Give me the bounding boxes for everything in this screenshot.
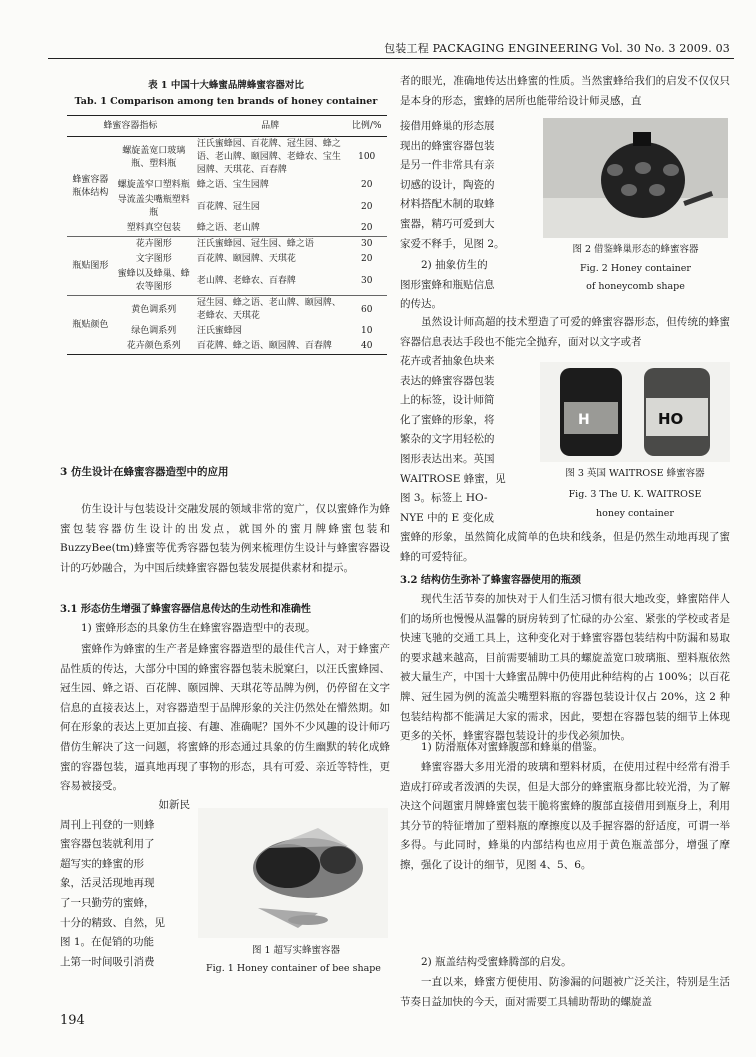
figure-2-caption-cn: 图 2 借鉴蜂巢形态的蜂蜜容器 [572,244,699,255]
table-cell-ratio: 30 [346,237,387,253]
wrap-line: 象，活灵活现地再现 [60,877,155,890]
table-cell-subindicator: 花卉图形 [114,237,194,253]
wrap-line: 周刊上刊登的一则蜂 [60,818,155,831]
table-caption-en: Tab. 1 Comparison among ten brands of honey container [74,96,378,107]
wrap-line: 超写实的蜂蜜的形 [60,857,144,870]
label-design-paragraph: 虽然设计师高超的技术塑造了可爱的蜂蜜容器形态，但传统的蜂蜜容器信息表达手段也不能完全抛弃，面对以文字或者 [400,316,730,348]
table-group-label: 瓶贴图形 [67,237,114,296]
wrap-line: 上的标签，设计师简 [400,394,495,407]
table-cell-brands: 百花牌、冠生园 [196,201,260,212]
table-cell-subindicator: 蜜蜂以及蜂巢、蜂农等图形 [117,269,190,292]
table-header-indicator: 蜂蜜容器指标 [67,116,194,137]
table-cell-ratio: 30 [360,275,373,286]
cap-paragraph: 一直以来，蜂蜜方便使用、防渗漏的问题被广泛关注，特别是生活节奏日益加快的今天，面对需要工具辅助帮助的螺旋盖 [400,976,730,1008]
wrap-line: 的传达。 [400,298,442,311]
table-cell-subindicator: 绿色调系列 [131,326,177,336]
wrap-line: 十分的精致、自然，见 [60,916,165,929]
figure-1-image [198,808,388,938]
svg-text:H: H [578,412,590,428]
table-row [67,237,387,253]
table-cell-ratio: 10 [360,326,373,336]
table-cell-subindicator: 塑料真空包装 [126,223,181,233]
wrap-line: 蜜器，精巧可爱到大 [400,217,495,230]
subsection-1-title: 1) 蜜蜂形态的具象仿生在蜂蜜容器造型中的表现。 [81,622,316,634]
section-3-2-heading: 3.2 结构仿生弥补了蜂蜜容器使用的瓶颈 [400,575,581,586]
table-cell-brands: 汪氏蜜蜂园、冠生园、蜂之语 [194,237,347,253]
figure-3-caption-en-2: honey container [596,508,674,519]
table-cell-ratio: 20 [360,254,373,264]
figure-1-caption-cn: 图 1 超写实蜂蜜容器 [251,945,341,956]
table-group-label: 蜂蜜容器瓶体结构 [72,174,109,198]
table-cell-subindicator: 螺旋盖宽口玻璃瓶、塑料瓶 [122,145,186,169]
table-cell-brands: 蜂之语、宝生园牌 [196,180,269,190]
table-cell-subindicator: 文字图形 [135,254,172,264]
wrap-line: 家爱不释手，见图 2。 [400,237,505,250]
wrap-line: 表达的蜂蜜容器包装 [400,374,495,387]
anti-slip-paragraph: 蜂蜜容器大多用光滑的玻璃和塑料材质，在使用过程中经常有滑手造成打碎或者泼洒的失误，但是大部分的蜂蜜瓶身都比较光滑，为了解决这个问题蜜月牌蜂蜜包装干脆将蜜蜂的腹部直接借用到瓶身上，利用其分节的特征增加了塑料瓶的摩擦度以及手握容器的舒适度，可谓一举多得。与此同时，蜂巢的内部结构也应用于黄色瓶盖部分，增强了摩擦，强化了设计的细节，见图 4、5、6。 [400,761,730,871]
intro-paragraph: 仿生设计与包装设计交融发展的领域非常的宽广，仅以蜜蜂作为蜂蜜包装容器仿生设计的出发点，就国外的蜜月牌蜂蜜包装和 BuzzyBee(tm)蜂蜜等优秀容器包装为例来梳理仿生设计与蜂蜜容器设计的巧妙融合，为中国后续蜂蜜容器包装发展提供素材和提示。 [60,503,390,574]
table-cell-subindicator: 螺旋盖窄口塑料瓶 [117,180,190,190]
figure-1-caption-en: Fig. 1 Honey container of bee shape [206,963,381,974]
table-cell-subindicator: 导流盖尖嘴瓶塑料瓶 [117,195,190,218]
table-row [67,252,387,267]
table-cell-subindicator: 花卉颜色系列 [126,341,181,351]
table-cell-brands: 汪氏蜜蜂园、百花牌、冠生园、蜂之语、老山牌、颐园牌、老蜂农、宝生园牌、天琪花、百春牌 [196,139,341,175]
table-row [67,339,387,355]
running-header: 包装工程 PACKAGING ENGINEERING Vol. 30 No. 3 2009. 03 [384,42,730,55]
bee-container-illustration [198,808,388,938]
table-row [67,193,387,221]
wrap-line: 图 1。在促销的功能 [60,936,155,949]
table-cell-ratio: 20 [360,180,373,190]
wrap-line: 繁杂的文字用轻松的 [400,433,495,446]
subsection-r2-title: 2) 瓶盖结构受蜜蜂腾部的启发。 [421,956,572,968]
table-row [67,137,387,179]
figure-2-caption-en-1: Fig. 2 Honey container [580,263,691,274]
wrap-line: 接借用蜂巢的形态展 [400,120,495,132]
figure-3-caption-en-1: Fig. 3 The U. K. WAITROSE [568,489,702,500]
table-row [67,178,387,193]
table-cell-ratio: 20 [360,201,373,212]
subsection-r1-title: 1) 防滑瓶体对蜜蜂腹部和蜂巢的借鉴。 [421,741,604,753]
table-row [67,296,387,325]
waitrose-jars-photo [540,362,730,462]
table-cell-ratio: 100 [358,152,376,162]
wrap-line: 上第一时间吸引消费 [60,955,155,968]
figure-2-caption-en-2: of honeycomb shape [586,281,685,292]
table-cell-ratio: 20 [360,223,373,233]
table-cell-brands: 冠生园、蜂之语、老山牌、颐园牌、老蜂农、天琪花 [194,296,347,325]
page-number: 194 [60,1013,85,1028]
table-cell-ratio: 40 [360,341,373,351]
figure-2-image [543,118,728,238]
fig1-wrap-text [60,796,190,972]
wrap-line: NYE 中的 E 变化成 [400,511,494,524]
table-row [67,324,387,339]
wrap-line: 蜜容器包装就利用了 [60,838,155,851]
wrap-line: 图 3。标签上 HO- [400,492,488,505]
comparison-table [67,115,387,355]
table [67,115,387,355]
wrap-line: 材料搭配木制的取蜂 [400,198,495,211]
wrap-line: 现出的蜂蜜容器包装 [400,139,495,152]
table-cell-brands: 百花牌、颐园牌、天琪花 [196,254,296,264]
label-design-paragraph-end: 蜜蜂的形象，虽然简化成简单的色块和线条，但是仍然生动地再现了蜜蜂的可爱特征。 [400,531,730,563]
table-cell-brands: 老山牌、老蜂农、百春牌 [196,275,296,286]
structure-paragraph: 现代生活节奏的加快对于人们生活习惯有很大地改变，蜂蜜陪伴人们的场所也慢慢从温馨的厨房转到了忙碌的办公室、紧张的学校或者是快速飞驰的交通工具上，这种变化对于蜂蜜容器包装结构中防漏和易取的要求越来越高，目前需要辅助工具的螺旋盖宽口玻璃瓶、塑料瓶依然被大量生产，中国十大蜂蜜品牌中仍使用此种结构的占 100%；以百花牌、冠生园为例的流盖尖嘴塑料瓶的容器包装设计仅占 20%，这 2 种包装结构都不能满足大家的需求，因此，要想在容器包装的细节上体现更多的关怀，蜂蜜容器包装设计的步伐必须加快。 [400,593,730,743]
table-cell-ratio: 60 [346,296,387,325]
table-caption-cn: 表 1 中国十大蜂蜜品牌蜂蜜容器对比 [148,80,304,91]
fig2-wrap-text [400,117,530,315]
table-cell-subindicator: 黄色调系列 [114,296,194,325]
table-cell-brands: 百花牌、蜂之语、颐园牌、百春牌 [196,341,332,351]
table-cell-brands: 汪氏蜜蜂园 [196,326,242,336]
subsection-2-line: 2) 抽象仿生的 [421,259,488,272]
table-cell-brands: 蜂之语、老山牌 [196,223,260,233]
section-3-1-heading: 3.1 形态仿生增强了蜂蜜容器信息传达的生动性和准确性 [60,604,311,615]
table-group-label: 瓶贴颜色 [67,296,114,355]
bee-shape-paragraph: 蜜蜂作为蜂蜜的生产者是蜂蜜容器造型的最佳代言人，对于蜂蜜产品性质的传达，大部分中国的蜂蜜容器包装未脱窠臼，以汪氏蜜蜂园、冠生园、蜂之语、百花牌、颐园牌、天琪花等品牌为例，仍停留在文字信息的直接表达上，对容器造型于品牌形象的关注仍然处在懵然期。如何在形象的表达上更加直接、有趣、准确呢？国外不少风趣的设计师巧借仿生解决了这一问题，将蜜蜂的形态通过具象的仿生幽默的转化成蜂蜜的容器包装，逼真地再现了事物的形态，具有可爱、亲近等特性，更容易被接受。 [60,643,390,793]
table-row [67,267,387,296]
honeycomb-container-photo [543,118,728,238]
wrap-line: 切感的设计，陶瓷的 [400,178,495,191]
wrap-line: WAITROSE 蜂蜜，见 [400,472,506,485]
wrap-line: 图形蜜蜂和瓶贴信息 [400,278,495,291]
fig3-wrap-text [400,352,530,528]
header-rule [48,58,734,59]
wrap-line: 花卉或者抽象色块来 [400,355,495,367]
wrap-line: 如新民 [158,799,190,811]
table-header-ratio: 比例/% [346,116,387,137]
section-3-heading: 3 仿生设计在蜂蜜容器造型中的应用 [60,466,229,478]
jar-label-text: HO [658,410,684,428]
figure-3-caption-cn: 图 3 英国 WAITROSE 蜂蜜容器 [565,468,705,479]
table-header-brand: 品牌 [194,116,347,137]
wrap-line: 是另一件非常具有亲 [400,159,495,172]
wrap-line: 了一只勤劳的蜜蜂， [60,896,155,909]
figure-3-image [540,362,730,462]
wrap-line: 化了蜜蜂的形象，将 [400,413,495,426]
wrap-line: 图形表达出来。英国 [400,452,495,465]
table-row [67,221,387,237]
continued-paragraph: 者的眼光，准确地传达出蜂蜜的性质。当然蜜蜂给我们的启发不仅仅只是本身的形态，蜜蜂的居所也能带给设计师灵感，直 [400,75,730,107]
